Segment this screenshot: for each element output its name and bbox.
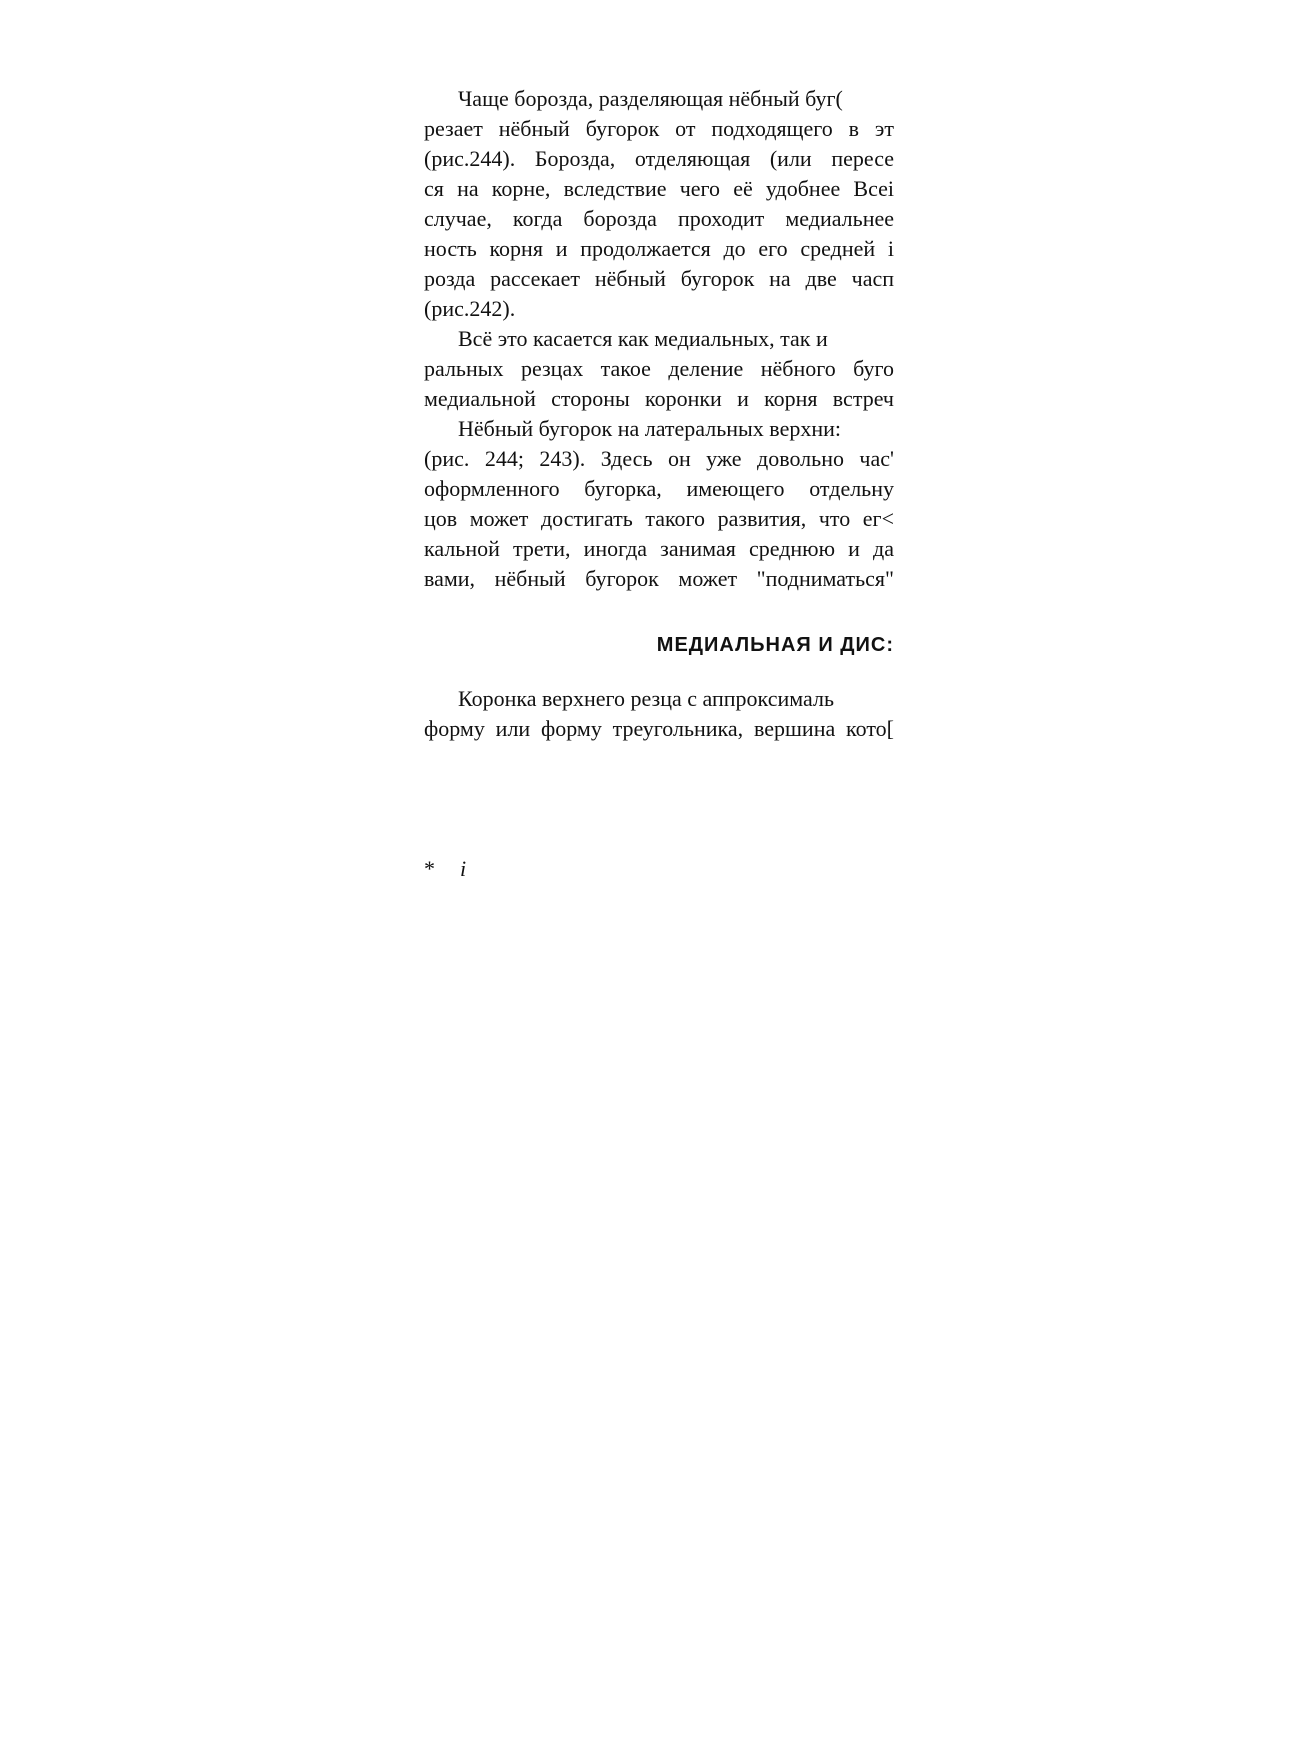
paragraph-1-line-6: ность корня и продолжается до его средней і xyxy=(424,236,894,261)
section-heading: МЕДИАЛЬНАЯ И ДИС: xyxy=(656,634,894,656)
section-paragraph-line-1: Коронка верхнего резца с аппроксималь xyxy=(458,686,834,711)
paragraph-3-line-2: (рис. 244; 243). Здесь он уже довольно час' xyxy=(424,446,894,471)
paragraph-3-line-5: кальной трети, иногда занимая среднюю и да xyxy=(424,536,894,561)
paragraph-3-line-3: оформленного бугорка, имеющего отдельну xyxy=(424,476,894,501)
footer-mark xyxy=(424,854,466,884)
paragraph-2-line-2: ральных резцах такое деление нёбного буго xyxy=(424,356,894,381)
paragraph-3-line-4: цов может достигать такого развития, что ег< xyxy=(424,506,894,531)
footer-letter: i xyxy=(460,856,467,881)
paragraph-1-line-4: ся на корне, вследствие чего её удобнее Всеі xyxy=(424,176,894,201)
footer-asterisk: * xyxy=(424,856,435,881)
section-paragraph-line-2: форму или форму треугольника, вершина кото[ xyxy=(424,716,894,741)
paragraph-1-line-8: (рис.242). xyxy=(424,296,516,321)
paragraph-3-line-1: Нёбный бугорок на латеральных верхни: xyxy=(458,416,841,441)
paragraph-1-line-1: Чаще борозда, разделяющая нёбный буг( xyxy=(458,86,843,111)
paragraph-2-line-3: медиальной стороны коронки и корня встреч xyxy=(424,386,894,411)
text-column xyxy=(424,84,894,904)
paragraph-1-line-3: (рис.244). Борозда, отделяющая (или пересе xyxy=(424,146,894,171)
paragraph-1-line-2: резает нёбный бугорок от подходящего в эт xyxy=(424,116,894,141)
paragraph-1-line-5: случае, когда борозда проходит медиальнее xyxy=(424,206,894,231)
paragraph-3-line-6: вами, нёбный бугорок может "подниматься" xyxy=(424,566,894,591)
paragraph-1-line-7: розда рассекает нёбный бугорок на две часп xyxy=(424,266,894,291)
paragraph-2-line-1: Всё это касается как медиальных, так и xyxy=(458,326,828,351)
